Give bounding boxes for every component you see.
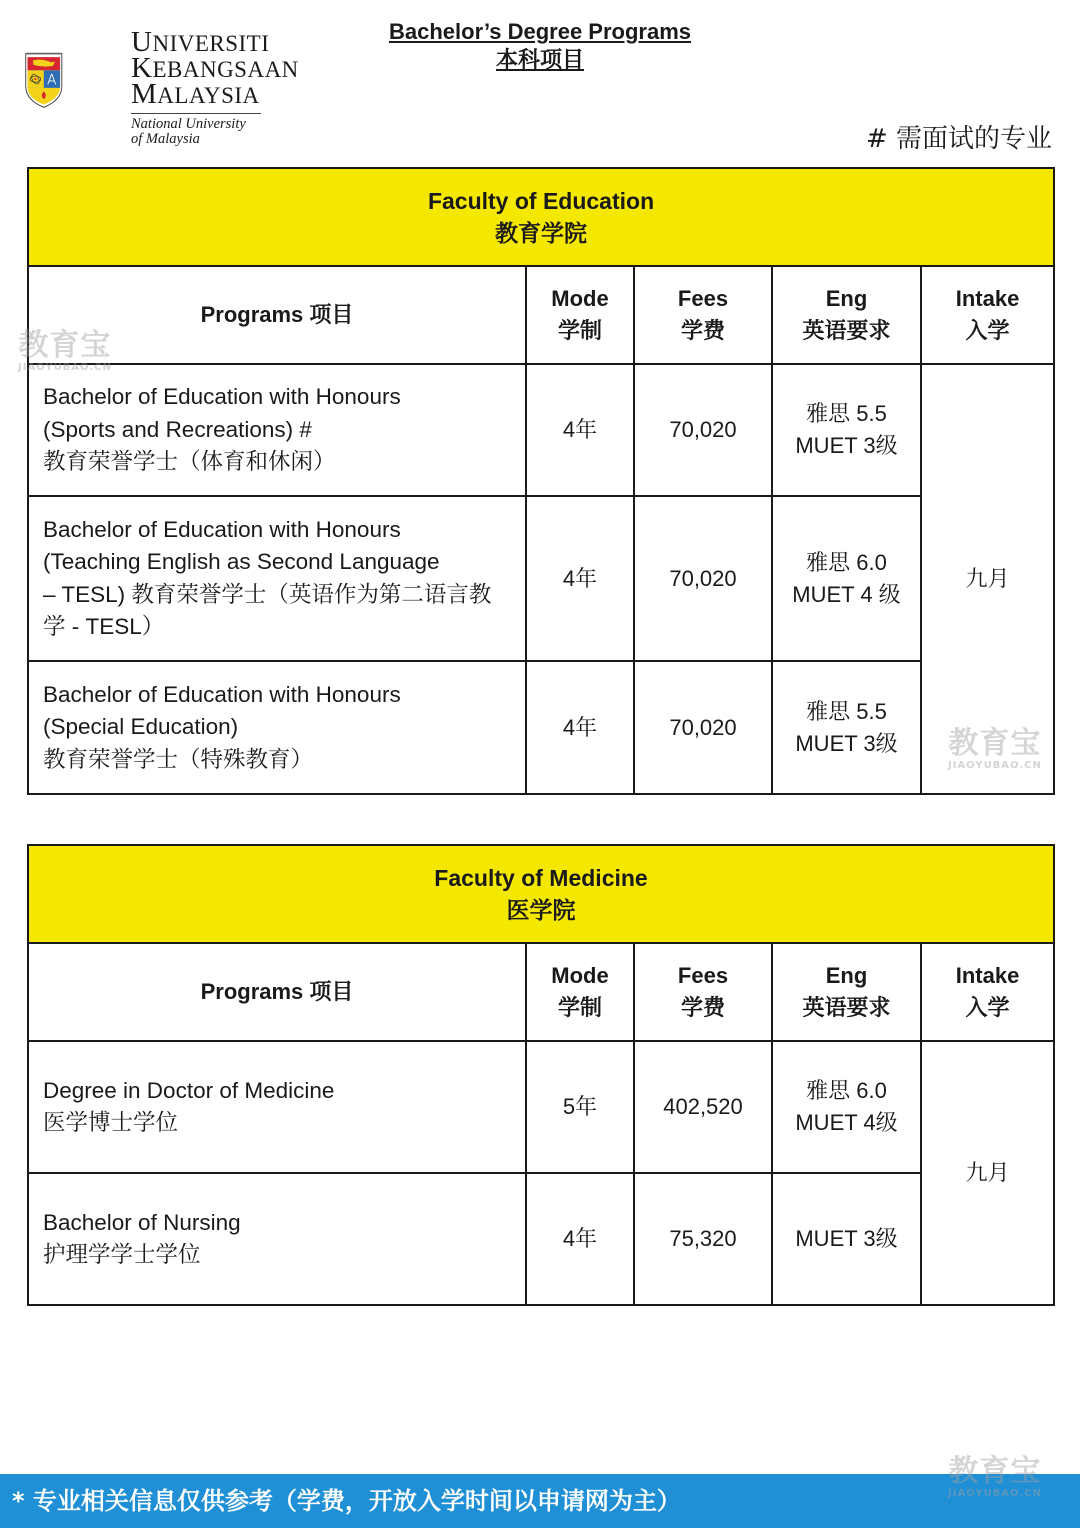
program-mode: 4年: [526, 1173, 634, 1305]
watermark: 教育宝 JIAOYUBAO.CN: [948, 726, 1042, 771]
program-mode: 4年: [526, 661, 634, 794]
mode-header: Mode 学制: [526, 943, 634, 1041]
program-eng: MUET 3级: [772, 1173, 921, 1305]
table-row: [28, 1173, 1054, 1305]
program-eng: 雅思 5.5 MUET 3级: [772, 364, 921, 496]
program-fees: 70,020: [634, 364, 772, 496]
fees-header: Fees 学费: [634, 266, 772, 364]
intake-header: Intake 入学: [921, 266, 1054, 364]
eng-header: Eng 英语要求: [772, 943, 921, 1041]
footer-disclaimer: * 专业相关信息仅供参考（学费，开放入学时间以申请网为主）: [0, 1474, 1080, 1528]
table-row: [28, 661, 1054, 794]
faculty-table-medicine: [27, 844, 1055, 1306]
program-intake: 九月: [921, 1041, 1054, 1305]
column-headers: [28, 943, 1054, 1041]
table-row: [28, 364, 1054, 496]
program-eng: 雅思 5.5 MUET 3级: [772, 661, 921, 794]
program-mode: 4年: [526, 364, 634, 496]
program-name: Bachelor of Education with Honours (Sports and Recreations) # 教育荣誉学士（体育和休闲）: [28, 364, 526, 496]
program-fees: 70,020: [634, 496, 772, 661]
program-fees: 402,520: [634, 1041, 772, 1173]
fees-header: Fees 学费: [634, 943, 772, 1041]
faculty-table-education: [27, 167, 1055, 795]
program-intake: 九月: [921, 364, 1054, 794]
mode-header: Mode 学制: [526, 266, 634, 364]
programs-header: Programs 项目: [28, 943, 526, 1041]
programs-header: Programs 项目: [28, 266, 526, 364]
interview-note: # 需面试的专业: [865, 124, 1052, 154]
program-name: Bachelor of Education with Honours (Special Education) 教育荣誉学士（特殊教育）: [28, 661, 526, 794]
watermark: 教育宝 JIAOYUBAO.CN: [948, 1454, 1042, 1499]
program-mode: 4年: [526, 496, 634, 661]
column-headers: [28, 266, 1054, 364]
program-fees: 70,020: [634, 661, 772, 794]
program-name: Degree in Doctor of Medicine 医学博士学位: [28, 1041, 526, 1173]
program-eng: 雅思 6.0 MUET 4级: [772, 1041, 921, 1173]
table-row: [28, 496, 1054, 661]
watermark: 教育宝 JIAOYUBAO.CN: [18, 328, 112, 373]
table-row: [28, 1041, 1054, 1173]
program-eng: 雅思 6.0 MUET 4 级: [772, 496, 921, 661]
page-title: Bachelor’s Degree Programs 本科项目: [388, 19, 692, 72]
program-fees: 75,320: [634, 1173, 772, 1305]
program-name: Bachelor of Education with Honours (Teaching English as Second Language – TESL) 教育荣誉学士（英语作为第二语言教 学 - TESL）: [28, 496, 526, 661]
program-name: Bachelor of Nursing 护理学学士学位: [28, 1173, 526, 1305]
university-name: UNIVERSITI KEBANGSAAN MALAYSIA National University of Malaysia: [131, 26, 299, 147]
program-mode: 5年: [526, 1041, 634, 1173]
faculty-header: Faculty of Medicine 医学院: [28, 845, 1054, 943]
intake-header: Intake 入学: [921, 943, 1054, 1041]
eng-header: Eng 英语要求: [772, 266, 921, 364]
faculty-header: Faculty of Education 教育学院: [28, 168, 1054, 266]
